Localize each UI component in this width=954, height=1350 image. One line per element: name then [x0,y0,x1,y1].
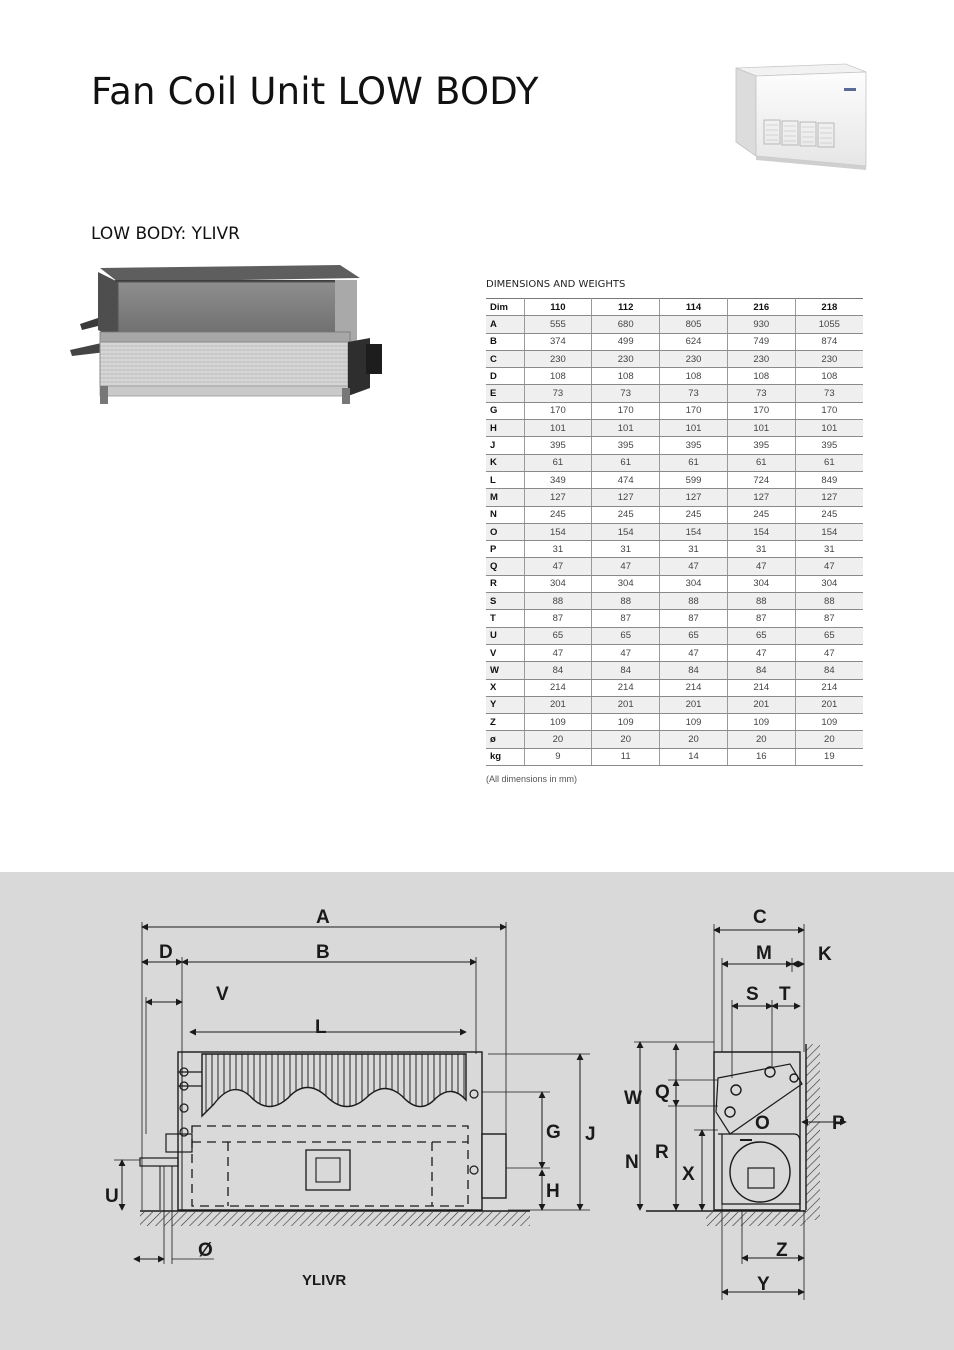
dimension-value-cell: 84 [592,662,660,679]
dimension-value-cell: 65 [727,627,795,644]
label-K: K [818,944,832,965]
dimension-value-cell: 16 [727,748,795,765]
dimension-value-cell: 109 [795,714,863,731]
dimension-value-cell: 61 [727,454,795,471]
dimension-value-cell: 87 [524,610,592,627]
dimension-value-cell: 88 [795,593,863,610]
dimension-key-cell: P [486,541,524,558]
label-Z: Z [776,1240,788,1261]
dimension-key-cell: O [486,523,524,540]
dimension-key-cell: C [486,350,524,367]
column-header: 114 [660,299,728,316]
dimension-value-cell: 108 [592,368,660,385]
table-header-row [486,299,863,316]
dimension-value-cell: 47 [660,558,728,575]
dimension-value-cell: 73 [795,385,863,402]
side-view [634,924,846,1300]
table-row [486,402,863,419]
table-row [486,575,863,592]
table-row [486,696,863,713]
column-header: 110 [524,299,592,316]
label-G: G [546,1122,561,1143]
dimension-value-cell: 61 [592,454,660,471]
dimension-value-cell: 47 [795,644,863,661]
table-row [486,350,863,367]
table-row [486,610,863,627]
dimension-key-cell: B [486,333,524,350]
label-W: W [624,1088,642,1109]
table-row [486,489,863,506]
table-row [486,558,863,575]
dimension-value-cell: 304 [795,575,863,592]
drawing-svg [0,872,954,1350]
dimension-value-cell: 724 [727,471,795,488]
table-row [486,316,863,333]
table-row [486,471,863,488]
dimension-value-cell: 201 [660,696,728,713]
dimension-value-cell: 47 [524,558,592,575]
dimension-value-cell: 170 [592,402,660,419]
dimension-value-cell: 624 [660,333,728,350]
dimension-key-cell: M [486,489,524,506]
label-B: B [316,942,330,963]
dimension-value-cell: 170 [727,402,795,419]
dimension-key-cell: K [486,454,524,471]
column-header: 216 [727,299,795,316]
dimension-value-cell: 20 [592,731,660,748]
dimension-key-cell: ø [486,731,524,748]
label-T: T [779,984,791,1005]
dimension-value-cell: 20 [524,731,592,748]
dimension-value-cell: 87 [592,610,660,627]
dimension-key-cell: J [486,437,524,454]
table-row [486,748,863,765]
dimension-value-cell: 11 [592,748,660,765]
table-row [486,541,863,558]
dimension-value-cell: 31 [660,541,728,558]
dimension-value-cell: 304 [524,575,592,592]
dimension-value-cell: 20 [795,731,863,748]
table-row [486,662,863,679]
dimension-key-cell: Q [486,558,524,575]
label-phi: Ø [198,1240,213,1261]
table-row [486,679,863,696]
table-row [486,437,863,454]
dimension-key-cell: H [486,420,524,437]
dimension-value-cell: 201 [727,696,795,713]
column-header: Dim [486,299,524,316]
dimension-key-cell: N [486,506,524,523]
dimension-value-cell: 154 [660,523,728,540]
dimension-value-cell: 73 [592,385,660,402]
dimension-key-cell: kg [486,748,524,765]
dimension-value-cell: 19 [795,748,863,765]
dimension-value-cell: 87 [795,610,863,627]
dimension-value-cell: 65 [795,627,863,644]
dimension-value-cell: 108 [524,368,592,385]
table-row [486,593,863,610]
table-row [486,506,863,523]
dimension-value-cell: 108 [727,368,795,385]
dimension-value-cell: 31 [795,541,863,558]
technical-drawing [0,872,954,1350]
dimension-value-cell: 474 [592,471,660,488]
dimension-value-cell: 201 [592,696,660,713]
section-subtitle: LOW BODY: YLIVR [91,224,240,244]
dimension-value-cell: 214 [727,679,795,696]
label-R: R [655,1142,669,1163]
label-J: J [585,1124,596,1145]
dimension-value-cell: 109 [592,714,660,731]
dimension-value-cell: 170 [524,402,592,419]
table-row [486,385,863,402]
dimension-value-cell: 73 [524,385,592,402]
dimension-key-cell: Y [486,696,524,713]
dimension-value-cell: 47 [795,558,863,575]
dimension-value-cell: 101 [795,420,863,437]
dimension-value-cell: 245 [592,506,660,523]
dimension-value-cell: 395 [592,437,660,454]
dimension-value-cell: 154 [592,523,660,540]
dimension-value-cell: 170 [660,402,728,419]
dimension-value-cell: 599 [660,471,728,488]
dimension-value-cell: 47 [660,644,728,661]
label-A: A [316,907,330,928]
label-Q: Q [655,1082,670,1103]
dimension-value-cell: 127 [592,489,660,506]
dimension-value-cell: 127 [660,489,728,506]
dimension-value-cell: 127 [727,489,795,506]
label-V: V [216,984,229,1005]
dimension-value-cell: 84 [795,662,863,679]
dimension-value-cell: 101 [727,420,795,437]
dimension-value-cell: 101 [660,420,728,437]
dimension-key-cell: R [486,575,524,592]
label-N: N [625,1152,639,1173]
dimension-value-cell: 73 [660,385,728,402]
dimension-value-cell: 304 [727,575,795,592]
unit-photo [70,260,400,410]
table-row [486,731,863,748]
dimension-value-cell: 47 [592,558,660,575]
dimension-value-cell: 1055 [795,316,863,333]
dimension-value-cell: 61 [795,454,863,471]
dimension-value-cell: 87 [660,610,728,627]
dimension-value-cell: 14 [660,748,728,765]
dimension-value-cell: 20 [727,731,795,748]
dimension-value-cell: 230 [660,350,728,367]
dimension-value-cell: 395 [727,437,795,454]
dimension-value-cell: 154 [524,523,592,540]
label-Y: Y [757,1274,770,1295]
dimension-key-cell: L [486,471,524,488]
dimension-value-cell: 395 [660,437,728,454]
table-row [486,644,863,661]
dimensions-table [486,298,863,766]
dimension-key-cell: S [486,593,524,610]
dimension-value-cell: 930 [727,316,795,333]
dimension-value-cell: 680 [592,316,660,333]
dimension-key-cell: X [486,679,524,696]
dimension-value-cell: 87 [727,610,795,627]
dimension-value-cell: 47 [592,644,660,661]
dimension-value-cell: 395 [524,437,592,454]
dimension-value-cell: 874 [795,333,863,350]
dimension-value-cell: 84 [524,662,592,679]
dimension-value-cell: 108 [660,368,728,385]
dimension-value-cell: 61 [524,454,592,471]
dimension-key-cell: A [486,316,524,333]
table-row [486,627,863,644]
dimension-key-cell: U [486,627,524,644]
dimensions-note: (All dimensions in mm) [486,774,578,784]
dimension-value-cell: 805 [660,316,728,333]
dimension-value-cell: 61 [660,454,728,471]
dimension-value-cell: 65 [524,627,592,644]
dimension-value-cell: 109 [660,714,728,731]
dimension-value-cell: 31 [592,541,660,558]
dimension-value-cell: 65 [660,627,728,644]
table-row [486,333,863,350]
dimension-value-cell: 499 [592,333,660,350]
dimension-key-cell: W [486,662,524,679]
dimension-value-cell: 88 [524,593,592,610]
dimension-value-cell: 245 [660,506,728,523]
dimension-value-cell: 749 [727,333,795,350]
table-row [486,714,863,731]
dimension-value-cell: 84 [660,662,728,679]
page-title: Fan Coil Unit LOW BODY [91,70,539,113]
dimension-value-cell: 20 [660,731,728,748]
table-body [486,316,863,766]
label-O: O [755,1113,770,1134]
dimension-value-cell: 31 [727,541,795,558]
table-row [486,368,863,385]
dimension-value-cell: 47 [524,644,592,661]
table-row [486,420,863,437]
dimension-value-cell: 84 [727,662,795,679]
dimension-value-cell: 349 [524,471,592,488]
dimension-value-cell: 101 [524,420,592,437]
dimension-value-cell: 201 [524,696,592,713]
dimensions-heading: DIMENSIONS AND WEIGHTS [486,279,626,290]
dimension-value-cell: 230 [795,350,863,367]
dimension-value-cell: 47 [727,644,795,661]
table-row [486,523,863,540]
dimension-value-cell: 230 [727,350,795,367]
dimension-value-cell: 214 [592,679,660,696]
dimension-key-cell: E [486,385,524,402]
dimension-value-cell: 108 [795,368,863,385]
product-photo [726,58,874,178]
dimension-value-cell: 555 [524,316,592,333]
dimension-value-cell: 245 [727,506,795,523]
label-P: P [832,1113,845,1134]
dimension-value-cell: 214 [795,679,863,696]
dimension-value-cell: 214 [524,679,592,696]
dimension-value-cell: 245 [524,506,592,523]
dimension-value-cell: 230 [592,350,660,367]
dimension-key-cell: T [486,610,524,627]
dimension-value-cell: 849 [795,471,863,488]
dimension-key-cell: G [486,402,524,419]
column-header: 218 [795,299,863,316]
dimension-key-cell: D [486,368,524,385]
dimension-value-cell: 9 [524,748,592,765]
label-D: D [159,942,173,963]
dimension-value-cell: 374 [524,333,592,350]
dimension-value-cell: 109 [524,714,592,731]
dimension-value-cell: 31 [524,541,592,558]
label-X: X [682,1164,695,1185]
model-label: YLIVR [302,1272,347,1289]
dimension-value-cell: 170 [795,402,863,419]
dimension-value-cell: 88 [592,593,660,610]
dimension-value-cell: 101 [592,420,660,437]
dimension-value-cell: 214 [660,679,728,696]
dimension-value-cell: 201 [795,696,863,713]
dimension-key-cell: Z [486,714,524,731]
dimension-value-cell: 47 [727,558,795,575]
label-M: M [756,943,772,964]
dimension-value-cell: 127 [795,489,863,506]
dimension-value-cell: 304 [592,575,660,592]
dimension-key-cell: V [486,644,524,661]
dimension-value-cell: 127 [524,489,592,506]
dimension-value-cell: 65 [592,627,660,644]
dimension-value-cell: 245 [795,506,863,523]
label-S: S [746,984,759,1005]
dimension-value-cell: 395 [795,437,863,454]
dimension-value-cell: 154 [795,523,863,540]
dimension-value-cell: 154 [727,523,795,540]
label-C: C [753,907,767,928]
front-view [114,922,590,1264]
dimension-value-cell: 304 [660,575,728,592]
dimension-value-cell: 88 [660,593,728,610]
dimension-value-cell: 109 [727,714,795,731]
dimension-value-cell: 230 [524,350,592,367]
label-L: L [315,1017,327,1038]
label-U: U [105,1186,119,1207]
dimension-value-cell: 73 [727,385,795,402]
column-header: 112 [592,299,660,316]
table-row [486,454,863,471]
label-H: H [546,1181,560,1202]
dimension-value-cell: 88 [727,593,795,610]
